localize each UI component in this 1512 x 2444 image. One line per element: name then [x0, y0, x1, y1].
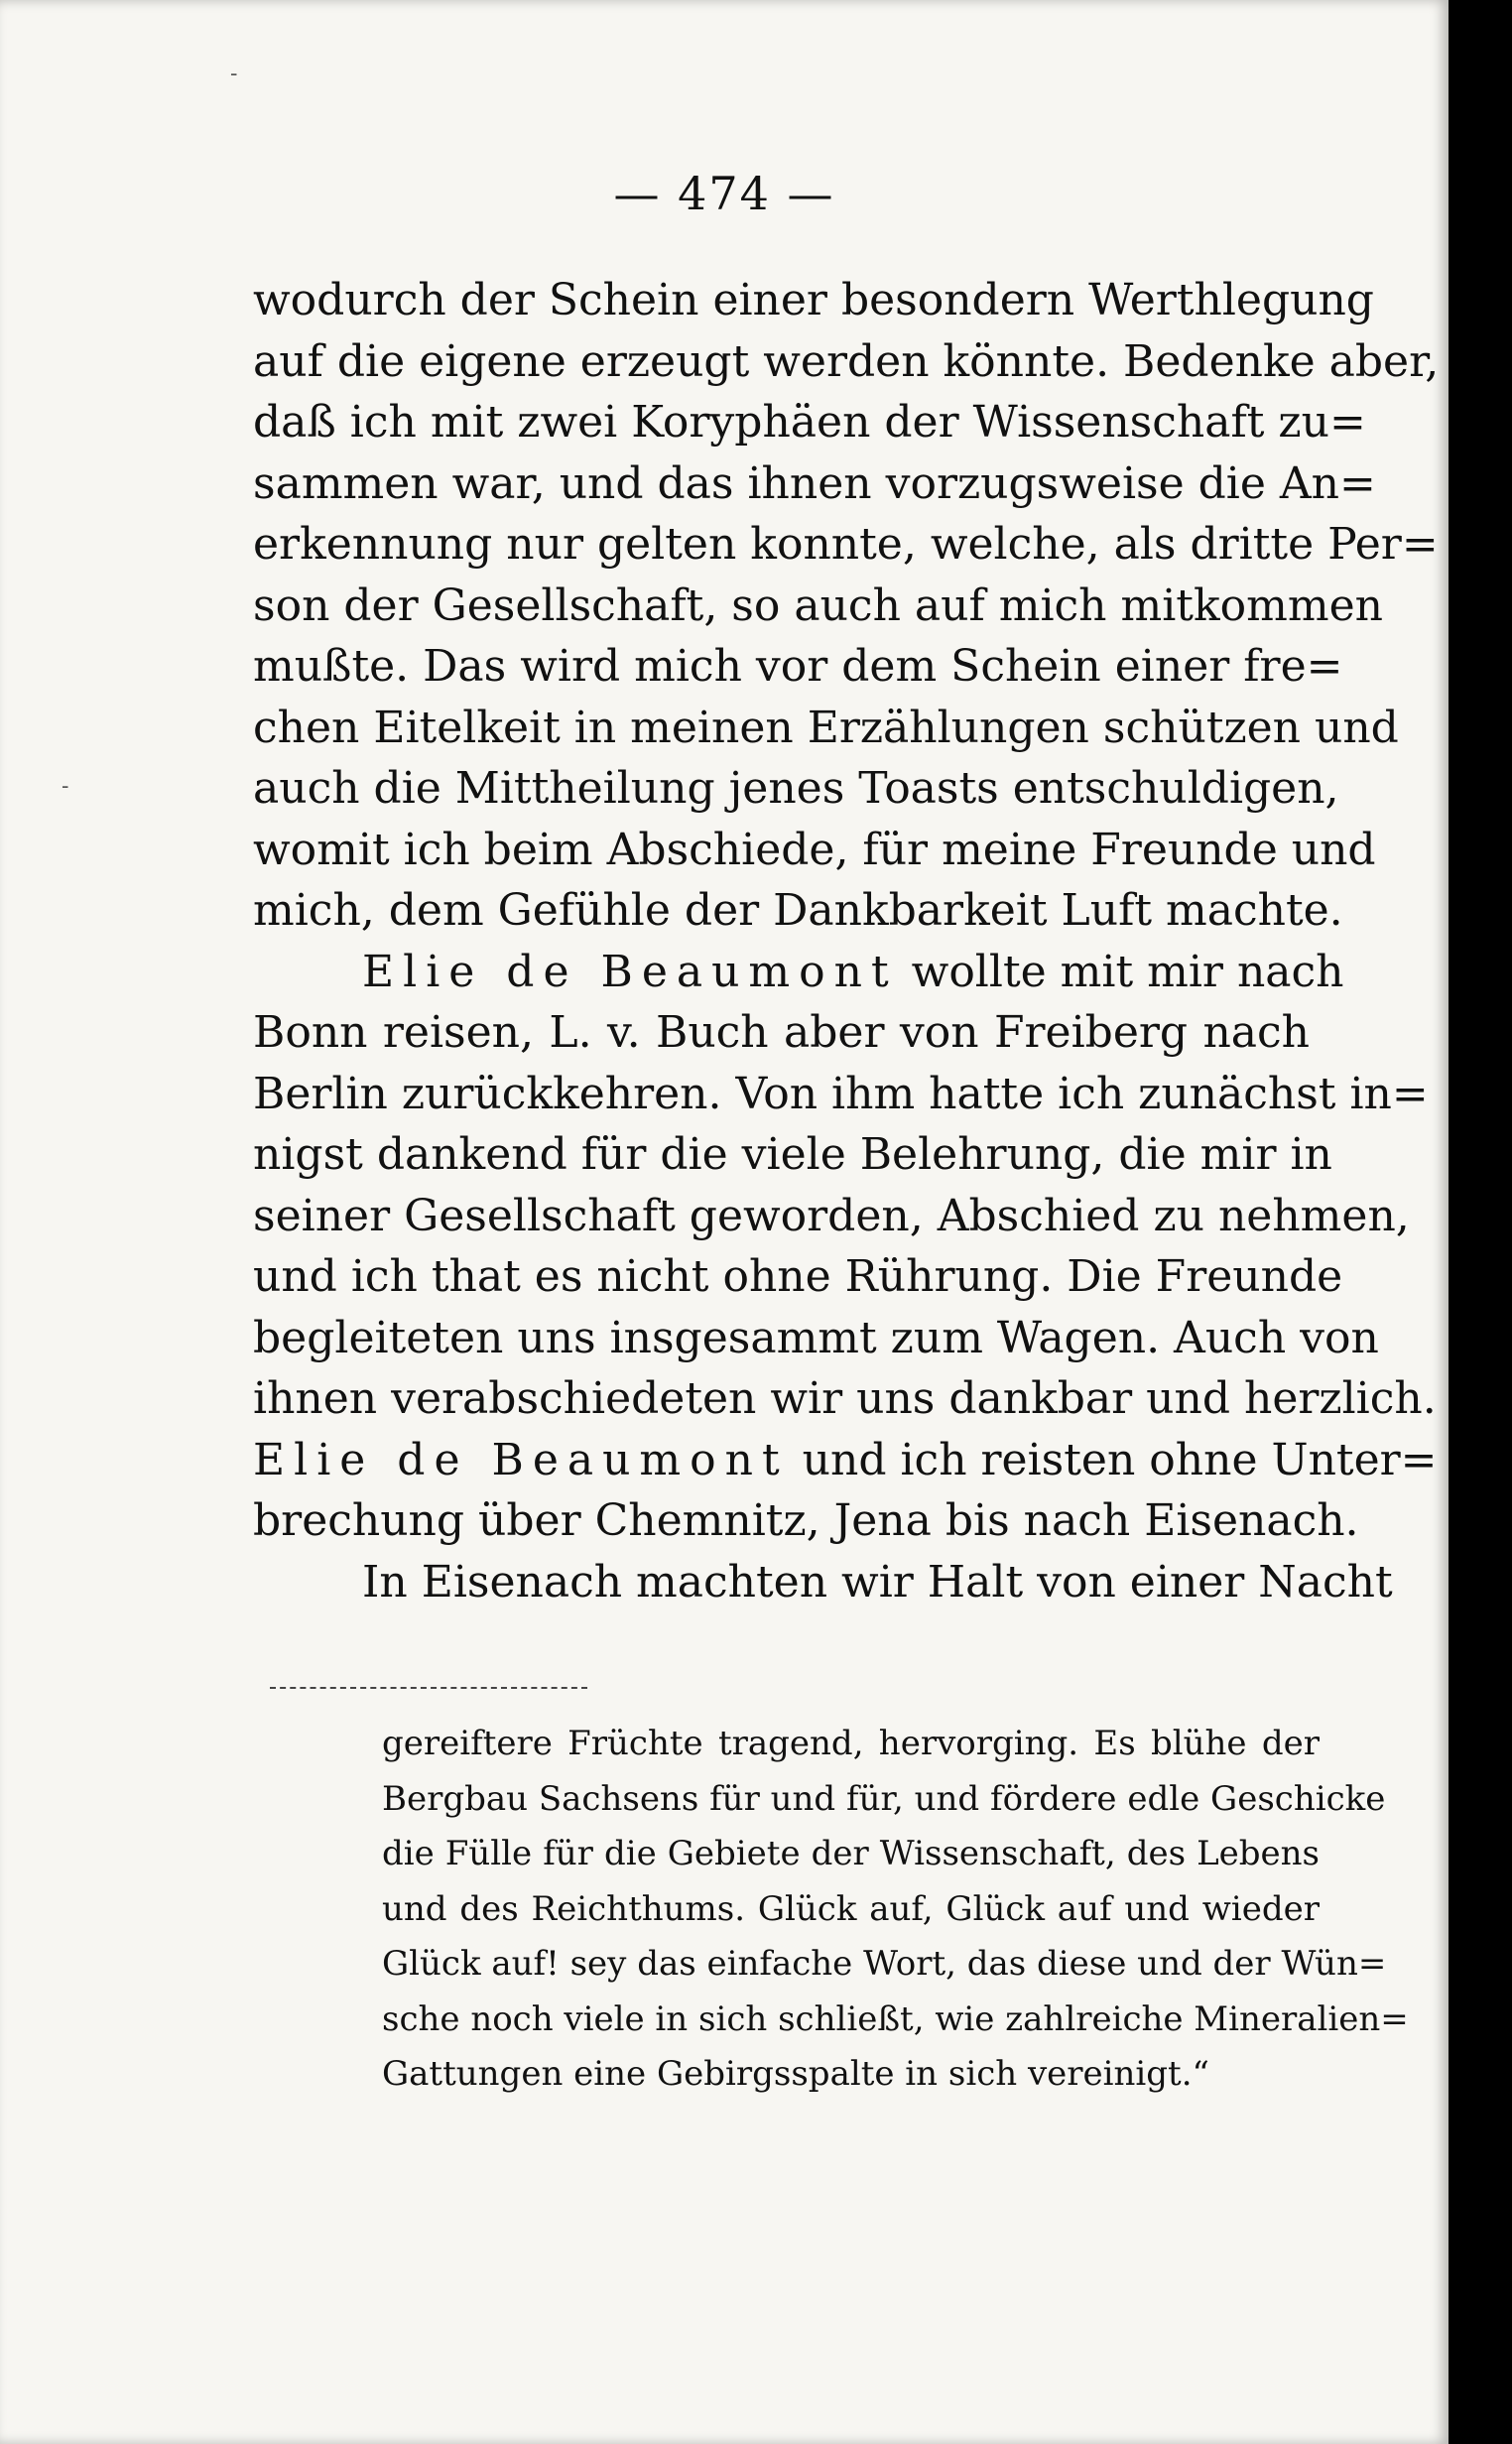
text-line: auch die Mittheilung jenes Toasts entschuldigen,	[253, 763, 1339, 814]
main-text	[253, 270, 1440, 1612]
text-line: son der Gesellschaft, so auch auf mich mitkommen	[253, 579, 1383, 631]
text-line: wodurch der Schein einer besondern Werthlegung	[253, 275, 1374, 325]
footnote-line: Bergbau Sachsens für und für, und fördere edle Geschicke	[382, 1778, 1386, 1819]
text-line: Berlin zurückkehren. Von ihm hatte ich zunächst in=	[253, 1068, 1429, 1119]
text-line: brechung über Chemnitz, Jena bis nach Eisenach.	[253, 1495, 1359, 1546]
text-line: und ich that es nicht ohne Rührung. Die Freunde	[253, 1251, 1343, 1302]
footnote-line: sche noch viele in sich schließt, wie zahlreiche Mineralien=	[382, 1998, 1409, 2039]
footnote-line: Gattungen eine Gebirgsspalte in sich vereinigt.“	[382, 2054, 1209, 2094]
text-line: Bonn reisen, L. v. Buch aber von Freiberg nach	[253, 1007, 1310, 1058]
footnote-line: und des Reichthums. Glück auf, Glück auf und wieder	[382, 1888, 1320, 1929]
text-line: chen Eitelkeit in meinen Erzählungen schützen und	[253, 702, 1399, 753]
footnote-line: die Fülle für die Gebiete der Wissenschaft, des Lebens	[382, 1834, 1320, 1873]
text-line: ihnen verabschiedeten wir uns dankbar und herzlich.	[253, 1373, 1437, 1424]
text-line: auf die eigene erzeugt werden könnte. Bedenke aber,	[253, 335, 1440, 387]
text-fragment: wollte mit mir nach	[911, 946, 1344, 997]
speck-mark: -	[62, 774, 69, 799]
page-number: — 474 —	[613, 167, 835, 220]
speck-mark: -	[230, 62, 238, 86]
text-line: nigst dankend für die viele Belehrung, die mir in	[253, 1129, 1332, 1180]
footnote-line: Glück auf! sey das einfache Wort, das diese und der Wün=	[382, 1944, 1387, 1984]
text-fragment: und ich reisten ohne Unter=	[802, 1434, 1438, 1485]
text-line: In Eisenach machten wir Halt von einer Nacht	[362, 1556, 1393, 1608]
text-line	[253, 942, 1344, 1003]
spaced-name: Elie de Beaumont	[253, 1434, 789, 1485]
footnote-line: gereiftere Früchte tragend, hervorging. Es blühe der	[382, 1724, 1320, 1763]
text-line: erkennung nur gelten konnte, welche, als dritte Per=	[253, 519, 1439, 570]
spaced-name: Elie de Beaumont	[362, 946, 898, 997]
text-line: begleiteten uns insgesammt zum Wagen. Auch von	[253, 1312, 1379, 1363]
text-line: daß ich mit zwei Koryphäen der Wissenschaft zu=	[253, 397, 1366, 448]
text-line: mußte. Das wird mich vor dem Schein einer fre=	[253, 641, 1343, 692]
text-line: sammen war, und das ihnen vorzugsweise die An=	[253, 457, 1376, 509]
text-line	[253, 1430, 1438, 1491]
text-line: mich, dem Gefühle der Dankbarkeit Luft machte.	[253, 885, 1343, 936]
footnote	[382, 1717, 1409, 2103]
text-line: seiner Gesellschaft geworden, Abschied zu nehmen,	[253, 1190, 1410, 1241]
scan-border	[1449, 0, 1512, 2444]
footnote-rule	[270, 1687, 587, 1689]
text-line: womit ich beim Abschiede, für meine Freunde und	[253, 824, 1376, 875]
